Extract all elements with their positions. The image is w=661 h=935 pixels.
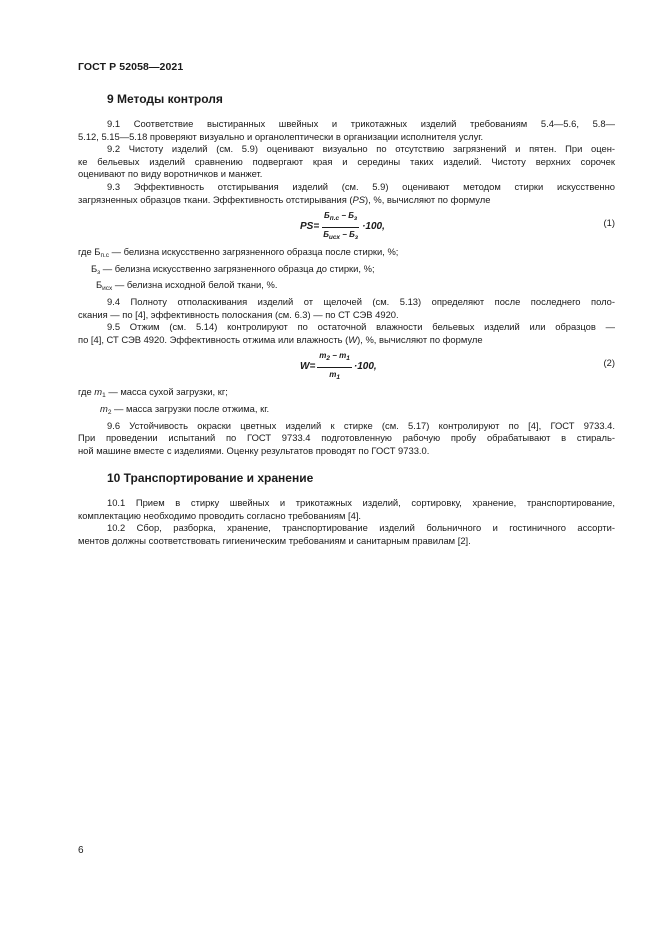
page-number: 6 [78, 845, 84, 856]
legend-1: где $Б_{п.с}$ — белизна искусственно загрязненного образца после стирки, %; $Б_з$ — белизна искусственно загрязненного образца до стирки, %; $Б_{исх}$ — белизна исходной белой ткани, %. [78, 246, 399, 293]
paragraph-9-4: 9.4 Полноту отполаскивания изделий от щелочей (см. 5.13) определяют после последнего поло- скания — по [4], эффективность полоскания (см. 6.3) — по СТ СЭВ 4920. [78, 295, 615, 320]
formula-1: PS = $\frac{Б_{п.с} - Б_з}{Б_{исх} - Б_з}$ ·100, (1) [78, 206, 615, 246]
fraction: $\frac{m_2 - m_1}{m_1}$ [319, 351, 350, 381]
paragraph-10-1: 10.1 Прием в стирку швейных и трикотажных изделий, сортировку, хранение, транспортирование, комплектацию необходимо проводить согласно требованиям [4]. [78, 497, 615, 521]
paragraph-9-6: 9.6 Устойчивость окраски цветных изделий к стирке (см. 5.17) контролируют по [4], ГОСТ 9733.4. При проведении испытаний по ГОСТ 9733.4 подготовленную рабочую пробу обрабатывают в стираль- ной машине вместе с изделиями. Оценку результатов проводят по ГОСТ 9733.0. [78, 419, 615, 456]
equation-number: (2) [603, 357, 615, 369]
section-10-title: 10 Транспортирование и хранение [107, 471, 314, 486]
fraction: $\frac{Б_{п.с} - Б_з}{Б_{исх} - Б_з}$ [323, 211, 359, 241]
legend-2: где $m_1$ — масса сухой загрузки, кг; $m_2$ — масса загрузки после отжима, кг. [78, 386, 270, 416]
document-body [78, 92, 615, 548]
paragraph-9-2: 9.2 Чистоту изделий (см. 5.9) оценивают визуально по отсутствию загрязнений и пятен. При оцен- ке бельевых изделий сравнению подвергают края и середины таких изделий. Чистоту верхних сорочек оценивают по виду воротничков и манжет. [78, 143, 615, 180]
paragraph-10-2: 10.2 Сбор, разборка, хранение, транспортирование изделий больничного и гостиничного ассорти- ментов должны соответствовать гигиеническим требованиям и санитарным правилам [2]. [78, 522, 615, 547]
equation-number: (1) [603, 217, 615, 229]
paragraph-9-1: 9.1 Соответствие выстиранных швейных и трикотажных изделий требованиям 5.4—5.6, 5.8— 5.12, 5.15—5.18 проверяют визуально и органолептически в организации исполнителя услуг. [78, 118, 615, 142]
formula-2: W = $\frac{m_2 - m_1}{m_1}$ ·100, (2) [78, 346, 615, 386]
paragraph-9-5: 9.5 Отжим (см. 5.14) контролируют по остаточной влажности бельевых изделий или образцов — по [4], СТ СЭВ 4920. Эффективность отжима или влажность (W), %, вычисляют по формуле [78, 321, 615, 345]
section-9-title: 9 Методы контроля [107, 92, 223, 106]
document-header: ГОСТ Р 52058—2021 [78, 61, 184, 73]
paragraph-9-3: 9.3 Эффективность отстирывания изделий (см. 5.9) оценивают методом стирки искусственно загрязненных образцов ткани. Эффективность отстирывания (PS), %, вычисляют по формуле [78, 180, 615, 205]
